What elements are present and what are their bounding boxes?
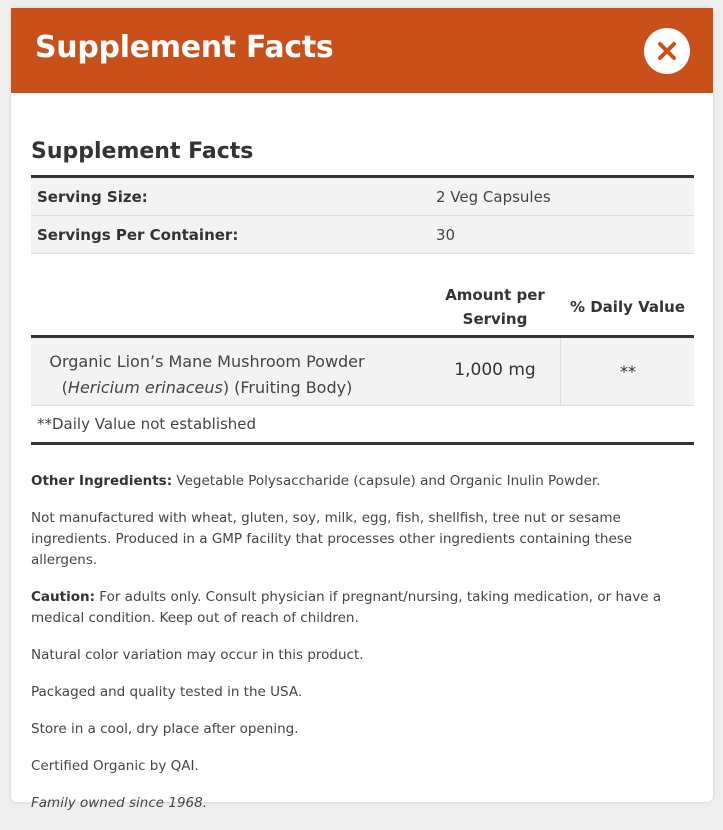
color-variation-note: Natural color variation may occur in this product. bbox=[31, 647, 364, 663]
section-title: Supplement Facts bbox=[31, 139, 254, 164]
product-notes bbox=[31, 471, 694, 830]
certified-note: Certified Organic by QAI. bbox=[31, 758, 199, 774]
modal-title: Supplement Facts bbox=[35, 30, 334, 65]
ingredient-amount: 1,000 mg bbox=[454, 360, 536, 380]
ingredient-part: ) (Fruiting Body) bbox=[222, 378, 353, 397]
caution-note bbox=[31, 587, 694, 629]
supplement-facts-modal bbox=[11, 8, 713, 811]
close-button[interactable] bbox=[644, 28, 690, 74]
ingredient-open-paren: ( bbox=[61, 378, 68, 397]
servings-per-container-label: Servings Per Container: bbox=[37, 225, 239, 244]
other-ingredients-note bbox=[31, 471, 694, 492]
ingredient-name bbox=[37, 349, 377, 401]
caution-text: For adults only. Consult physician if pregnant/nursing, taking medication, or have a medical condition. Keep out of reach of children. bbox=[31, 589, 662, 626]
family-owned-note: Family owned since 1968. bbox=[31, 795, 208, 811]
ingredient-table bbox=[31, 335, 694, 445]
serving-size-row bbox=[31, 178, 694, 216]
modal-header bbox=[11, 8, 713, 93]
other-ingredients-label: Other Ingredients: bbox=[31, 473, 173, 489]
storage-note: Store in a cool, dry place after opening. bbox=[31, 721, 299, 737]
serving-size-value: 2 Veg Capsules bbox=[436, 187, 551, 206]
amount-per-serving-header bbox=[436, 283, 554, 331]
amount-header-line2: Serving bbox=[462, 310, 528, 328]
daily-value-header: % Daily Value bbox=[569, 298, 685, 316]
amount-header-line1: Amount per bbox=[445, 286, 545, 304]
serving-size-label: Serving Size: bbox=[37, 187, 148, 206]
packaged-note: Packaged and quality tested in the USA. bbox=[31, 684, 303, 700]
allergen-note: Not manufactured with wheat, gluten, soy, milk, egg, fish, shellfish, tree nut or sesame ingredients. Produced in a GMP facility that processes other ingredients containing these allergens. bbox=[31, 510, 633, 568]
ingredient-name-line2 bbox=[37, 375, 377, 401]
ingredient-daily-value: ** bbox=[560, 338, 695, 405]
servings-per-container-value: 30 bbox=[436, 225, 456, 244]
caution-label: Caution: bbox=[31, 589, 95, 605]
close-x-icon bbox=[657, 41, 677, 61]
column-headers bbox=[31, 281, 694, 335]
daily-value-footnote: **Daily Value not established bbox=[37, 415, 257, 433]
serving-table bbox=[31, 175, 694, 254]
ingredient-row bbox=[31, 338, 694, 406]
other-ingredients-text: Vegetable Polysaccharide (capsule) and Organic Inulin Powder. bbox=[172, 473, 601, 489]
ingredient-name-line1: Organic Lion’s Mane Mushroom Powder bbox=[49, 352, 365, 371]
ingredient-latin-name: Hericium erinaceus bbox=[67, 378, 223, 397]
servings-per-container-row bbox=[31, 216, 694, 254]
